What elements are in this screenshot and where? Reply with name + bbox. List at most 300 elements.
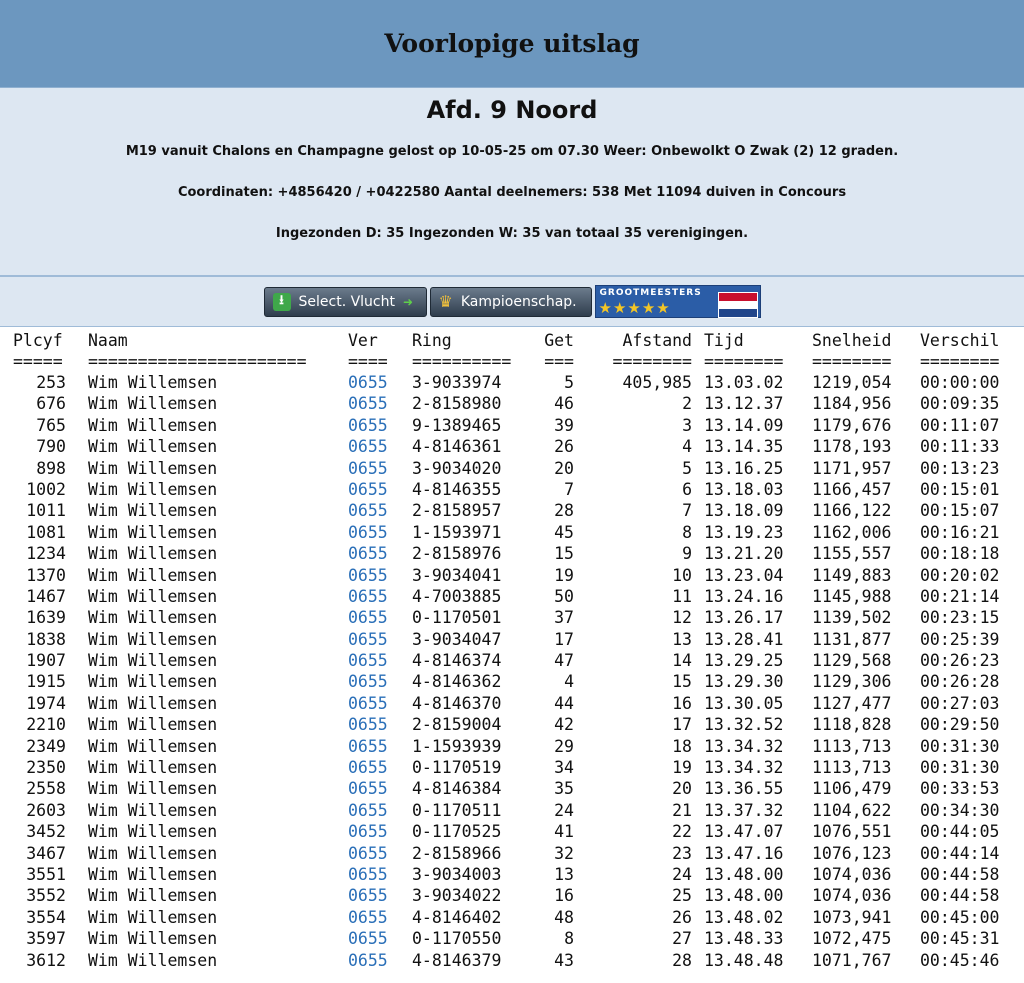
cell-plcyf: 3467 bbox=[26, 843, 66, 863]
separator: ======== bbox=[812, 352, 892, 371]
cell-ver-link[interactable]: 0655 bbox=[348, 479, 388, 499]
cell-plcyf: 765 bbox=[36, 415, 66, 435]
cell-plcyf: 3554 bbox=[26, 907, 66, 927]
table-row bbox=[0, 629, 1024, 650]
cell-plcyf: 3597 bbox=[26, 929, 66, 949]
table-header bbox=[0, 330, 1024, 351]
cell-naam: Wim Willemsen bbox=[88, 736, 218, 756]
cell-get: 43 bbox=[554, 950, 574, 970]
cell-afstand: 10 bbox=[672, 565, 692, 585]
cell-verschil: 00:11:33 bbox=[920, 437, 1000, 457]
cell-afstand: 7 bbox=[682, 501, 692, 521]
col-plcyf: Plcyf bbox=[13, 331, 63, 350]
cell-plcyf: 1974 bbox=[26, 693, 66, 713]
cell-tijd: 13.14.09 bbox=[704, 415, 784, 435]
cell-ver-link[interactable]: 0655 bbox=[348, 629, 388, 649]
cell-get: 19 bbox=[554, 565, 574, 585]
cell-ver-link[interactable]: 0655 bbox=[348, 907, 388, 927]
cell-afstand: 12 bbox=[672, 608, 692, 628]
col-ver: Ver bbox=[348, 331, 378, 350]
cell-ver-link[interactable]: 0655 bbox=[348, 522, 388, 542]
cell-plcyf: 2349 bbox=[26, 736, 66, 756]
cell-afstand: 16 bbox=[672, 693, 692, 713]
grootmeesters-banner[interactable] bbox=[595, 285, 761, 318]
cell-plcyf: 1234 bbox=[26, 544, 66, 564]
cell-ver-link[interactable]: 0655 bbox=[348, 822, 388, 842]
cell-ring: 2-8158957 bbox=[412, 501, 502, 521]
arrow-right-icon: ➜ bbox=[403, 294, 414, 309]
cell-naam: Wim Willemsen bbox=[88, 822, 218, 842]
cell-snelheid: 1074,036 bbox=[812, 864, 892, 884]
table-row bbox=[0, 458, 1024, 479]
cell-verschil: 00:18:18 bbox=[920, 544, 1000, 564]
cell-get: 48 bbox=[554, 907, 574, 927]
cell-naam: Wim Willemsen bbox=[88, 479, 218, 499]
cell-naam: Wim Willemsen bbox=[88, 565, 218, 585]
cell-tijd: 13.14.35 bbox=[704, 437, 784, 457]
cell-ring: 2-8159004 bbox=[412, 715, 502, 735]
cell-plcyf: 1915 bbox=[26, 672, 66, 692]
cell-afstand: 26 bbox=[672, 907, 692, 927]
cell-get: 32 bbox=[554, 843, 574, 863]
cell-get: 37 bbox=[554, 608, 574, 628]
table-row bbox=[0, 736, 1024, 757]
cell-verschil: 00:20:02 bbox=[920, 565, 1000, 585]
cell-verschil: 00:44:14 bbox=[920, 843, 1000, 863]
cell-afstand: 14 bbox=[672, 651, 692, 671]
cell-ring: 4-8146370 bbox=[412, 693, 502, 713]
cell-tijd: 13.16.25 bbox=[704, 458, 784, 478]
cell-ring: 9-1389465 bbox=[412, 415, 502, 435]
cell-verschil: 00:31:30 bbox=[920, 736, 1000, 756]
table-row bbox=[0, 543, 1024, 564]
cell-ver-link[interactable]: 0655 bbox=[348, 864, 388, 884]
cell-ring: 0-1170511 bbox=[412, 800, 502, 820]
table-row bbox=[0, 650, 1024, 671]
cell-ver-link[interactable]: 0655 bbox=[348, 929, 388, 949]
cell-plcyf: 790 bbox=[36, 437, 66, 457]
cell-ring: 0-1170519 bbox=[412, 758, 502, 778]
cell-naam: Wim Willemsen bbox=[88, 544, 218, 564]
cell-tijd: 13.12.37 bbox=[704, 394, 784, 414]
cell-snelheid: 1076,551 bbox=[812, 822, 892, 842]
cell-plcyf: 3612 bbox=[26, 950, 66, 970]
cell-ring: 0-1170525 bbox=[412, 822, 502, 842]
cell-plcyf: 2210 bbox=[26, 715, 66, 735]
separator: ======== bbox=[704, 352, 784, 371]
cell-verschil: 00:31:30 bbox=[920, 758, 1000, 778]
cell-verschil: 00:44:05 bbox=[920, 822, 1000, 842]
cell-ring: 2-8158976 bbox=[412, 544, 502, 564]
cell-get: 39 bbox=[554, 415, 574, 435]
separator: ===== bbox=[13, 352, 63, 371]
table-row bbox=[0, 565, 1024, 586]
cell-afstand: 23 bbox=[672, 843, 692, 863]
table-row bbox=[0, 714, 1024, 735]
cell-tijd: 13.19.23 bbox=[704, 522, 784, 542]
cell-naam: Wim Willemsen bbox=[88, 394, 218, 414]
table-row bbox=[0, 607, 1024, 628]
cell-ring: 2-8158980 bbox=[412, 394, 502, 414]
cell-get: 7 bbox=[564, 479, 574, 499]
cell-naam: Wim Willemsen bbox=[88, 758, 218, 778]
cell-get: 20 bbox=[554, 458, 574, 478]
cell-get: 24 bbox=[554, 800, 574, 820]
cell-ring: 2-8158966 bbox=[412, 843, 502, 863]
cell-ring: 4-8146402 bbox=[412, 907, 502, 927]
col-verschil: Verschil bbox=[920, 331, 1000, 350]
cell-naam: Wim Willemsen bbox=[88, 501, 218, 521]
cell-afstand: 21 bbox=[672, 800, 692, 820]
cell-naam: Wim Willemsen bbox=[88, 608, 218, 628]
cell-ver-link[interactable]: 0655 bbox=[348, 758, 388, 778]
cell-plcyf: 1370 bbox=[26, 565, 66, 585]
cell-afstand: 25 bbox=[672, 886, 692, 906]
title-bar bbox=[0, 0, 1024, 88]
cell-tijd: 13.29.30 bbox=[704, 672, 784, 692]
cell-snelheid: 1104,622 bbox=[812, 800, 892, 820]
select-flight-label: Select. Vlucht bbox=[298, 293, 395, 310]
cell-verschil: 00:15:01 bbox=[920, 479, 1000, 499]
cell-afstand: 17 bbox=[672, 715, 692, 735]
cell-ring: 4-8146362 bbox=[412, 672, 502, 692]
cell-get: 8 bbox=[564, 929, 574, 949]
cell-ver-link[interactable]: 0655 bbox=[348, 373, 388, 392]
cell-tijd: 13.48.33 bbox=[704, 929, 784, 949]
cell-tijd: 13.48.00 bbox=[704, 886, 784, 906]
cell-ring: 3-9034003 bbox=[412, 864, 502, 884]
cell-verschil: 00:26:23 bbox=[920, 651, 1000, 671]
separator: ====================== bbox=[88, 352, 307, 371]
cell-verschil: 00:45:00 bbox=[920, 907, 1000, 927]
cell-get: 35 bbox=[554, 779, 574, 799]
cell-get: 47 bbox=[554, 651, 574, 671]
cell-snelheid: 1113,713 bbox=[812, 758, 892, 778]
cell-ver-link[interactable]: 0655 bbox=[348, 544, 388, 564]
cell-tijd: 13.23.04 bbox=[704, 565, 784, 585]
cell-get: 26 bbox=[554, 437, 574, 457]
cell-snelheid: 1071,767 bbox=[812, 950, 892, 970]
cell-afstand: 18 bbox=[672, 736, 692, 756]
crown-icon: ♛ bbox=[438, 292, 453, 311]
table-row bbox=[0, 415, 1024, 436]
submissions-info: Ingezonden D: 35 Ingezonden W: 35 van totaal 35 verenigingen. bbox=[275, 226, 749, 241]
cell-plcyf: 1011 bbox=[26, 501, 66, 521]
cell-snelheid: 1131,877 bbox=[812, 629, 892, 649]
cell-ring: 3-9033974 bbox=[412, 373, 502, 392]
cell-snelheid: 1074,036 bbox=[812, 886, 892, 906]
table-row bbox=[0, 500, 1024, 521]
table-row bbox=[0, 885, 1024, 906]
cell-snelheid: 1127,477 bbox=[812, 693, 892, 713]
cell-get: 34 bbox=[554, 758, 574, 778]
cell-afstand: 11 bbox=[672, 586, 692, 606]
cell-ver-link[interactable]: 0655 bbox=[348, 651, 388, 671]
cell-ring: 3-9034047 bbox=[412, 629, 502, 649]
cell-afstand: 6 bbox=[682, 479, 692, 499]
cell-naam: Wim Willemsen bbox=[88, 950, 218, 970]
cell-ver-link[interactable]: 0655 bbox=[348, 608, 388, 628]
table-row bbox=[0, 800, 1024, 821]
cell-plcyf: 1002 bbox=[26, 479, 66, 499]
cell-tijd: 13.28.41 bbox=[704, 629, 784, 649]
separator: === bbox=[544, 352, 574, 371]
cell-get: 5 bbox=[564, 373, 574, 392]
col-ring: Ring bbox=[412, 331, 452, 350]
cell-verschil: 00:21:14 bbox=[920, 586, 1000, 606]
cell-snelheid: 1129,306 bbox=[812, 672, 892, 692]
cell-naam: Wim Willemsen bbox=[88, 651, 218, 671]
cell-snelheid: 1162,006 bbox=[812, 522, 892, 542]
cell-verschil: 00:11:07 bbox=[920, 415, 1000, 435]
cell-verschil: 00:44:58 bbox=[920, 864, 1000, 884]
cell-ver-link[interactable]: 0655 bbox=[348, 437, 388, 457]
cell-snelheid: 1139,502 bbox=[812, 608, 892, 628]
table-row bbox=[0, 372, 1024, 393]
cell-tijd: 13.24.16 bbox=[704, 586, 784, 606]
cell-naam: Wim Willemsen bbox=[88, 415, 218, 435]
table-row bbox=[0, 821, 1024, 842]
cell-plcyf: 3551 bbox=[26, 864, 66, 884]
table-row bbox=[0, 393, 1024, 414]
select-flight-button[interactable] bbox=[264, 287, 427, 317]
cell-plcyf: 253 bbox=[36, 373, 66, 392]
table-row bbox=[0, 586, 1024, 607]
table-row bbox=[0, 928, 1024, 949]
separator: ========== bbox=[412, 352, 512, 371]
cell-naam: Wim Willemsen bbox=[88, 693, 218, 713]
cell-get: 50 bbox=[554, 586, 574, 606]
cell-verschil: 00:23:15 bbox=[920, 608, 1000, 628]
championship-label: Kampioenschap. bbox=[460, 293, 577, 310]
cell-ring: 1-1593939 bbox=[412, 736, 502, 756]
cell-get: 45 bbox=[554, 522, 574, 542]
cell-naam: Wim Willemsen bbox=[88, 586, 218, 606]
cell-naam: Wim Willemsen bbox=[88, 373, 218, 392]
cell-ver-link[interactable]: 0655 bbox=[348, 394, 388, 414]
cell-ring: 3-9034041 bbox=[412, 565, 502, 585]
cell-afstand: 15 bbox=[672, 672, 692, 692]
table-row bbox=[0, 522, 1024, 543]
cell-afstand: 22 bbox=[672, 822, 692, 842]
download-icon: ⭳ bbox=[273, 293, 291, 311]
cell-tijd: 13.26.17 bbox=[704, 608, 784, 628]
cell-ring: 3-9034020 bbox=[412, 458, 502, 478]
cell-naam: Wim Willemsen bbox=[88, 843, 218, 863]
cell-verschil: 00:16:21 bbox=[920, 522, 1000, 542]
table-row bbox=[0, 693, 1024, 714]
cell-ring: 4-7003885 bbox=[412, 586, 502, 606]
cell-naam: Wim Willemsen bbox=[88, 522, 218, 542]
cell-get: 29 bbox=[554, 736, 574, 756]
cell-afstand: 19 bbox=[672, 758, 692, 778]
cell-get: 41 bbox=[554, 822, 574, 842]
cell-snelheid: 1219,054 bbox=[812, 373, 892, 392]
cell-naam: Wim Willemsen bbox=[88, 672, 218, 692]
table-row bbox=[0, 479, 1024, 500]
cell-plcyf: 1907 bbox=[26, 651, 66, 671]
cell-tijd: 13.21.20 bbox=[704, 544, 784, 564]
cell-plcyf: 2603 bbox=[26, 800, 66, 820]
cell-afstand: 5 bbox=[682, 458, 692, 478]
cell-afstand: 28 bbox=[672, 950, 692, 970]
cell-get: 15 bbox=[554, 544, 574, 564]
cell-snelheid: 1076,123 bbox=[812, 843, 892, 863]
cell-get: 44 bbox=[554, 693, 574, 713]
col-tijd: Tijd bbox=[704, 331, 744, 350]
table-row bbox=[0, 950, 1024, 971]
cell-tijd: 13.36.55 bbox=[704, 779, 784, 799]
cell-snelheid: 1184,956 bbox=[812, 394, 892, 414]
cell-ver-link[interactable]: 0655 bbox=[348, 715, 388, 735]
cell-ring: 0-1170550 bbox=[412, 929, 502, 949]
cell-ver-link[interactable]: 0655 bbox=[348, 779, 388, 799]
cell-ver-link[interactable]: 0655 bbox=[348, 800, 388, 820]
cell-snelheid: 1072,475 bbox=[812, 929, 892, 949]
cell-get: 16 bbox=[554, 886, 574, 906]
cell-verschil: 00:26:28 bbox=[920, 672, 1000, 692]
cell-ver-link[interactable]: 0655 bbox=[348, 886, 388, 906]
cell-snelheid: 1129,568 bbox=[812, 651, 892, 671]
cell-ver-link[interactable]: 0655 bbox=[348, 586, 388, 606]
cell-snelheid: 1145,988 bbox=[812, 586, 892, 606]
cell-verschil: 00:13:23 bbox=[920, 458, 1000, 478]
separator: ======== bbox=[612, 352, 692, 371]
table-row bbox=[0, 843, 1024, 864]
cell-tijd: 13.34.32 bbox=[704, 736, 784, 756]
cell-naam: Wim Willemsen bbox=[88, 800, 218, 820]
cell-tijd: 13.47.07 bbox=[704, 822, 784, 842]
cell-snelheid: 1171,957 bbox=[812, 458, 892, 478]
cell-ver-link[interactable]: 0655 bbox=[348, 672, 388, 692]
cell-verschil: 00:00:00 bbox=[920, 373, 1000, 392]
cell-plcyf: 1467 bbox=[26, 586, 66, 606]
cell-plcyf: 2558 bbox=[26, 779, 66, 799]
dutch-flag-icon bbox=[718, 292, 758, 318]
division-heading: Afd. 9 Noord bbox=[426, 96, 598, 124]
cell-plcyf: 1838 bbox=[26, 629, 66, 649]
cell-verschil: 00:33:53 bbox=[920, 779, 1000, 799]
cell-ver-link[interactable]: 0655 bbox=[348, 950, 388, 970]
cell-get: 4 bbox=[564, 672, 574, 692]
cell-verschil: 00:45:31 bbox=[920, 929, 1000, 949]
separator: ==== bbox=[348, 352, 388, 371]
release-info: M19 vanuit Chalons en Champagne gelost op 10-05-25 om 07.30 Weer: Onbewolkt O Zwak (2) 12 graden. bbox=[125, 144, 899, 159]
cell-tijd: 13.47.16 bbox=[704, 843, 784, 863]
cell-tijd: 13.37.32 bbox=[704, 800, 784, 820]
cell-snelheid: 1106,479 bbox=[812, 779, 892, 799]
cell-afstand: 13 bbox=[672, 629, 692, 649]
cell-naam: Wim Willemsen bbox=[88, 779, 218, 799]
cell-snelheid: 1166,457 bbox=[812, 479, 892, 499]
grootmeesters-label: GROOTMEESTERS bbox=[599, 288, 702, 298]
cell-verschil: 00:25:39 bbox=[920, 629, 1000, 649]
col-naam: Naam bbox=[88, 331, 128, 350]
cell-verschil: 00:45:46 bbox=[920, 950, 1000, 970]
cell-ver-link[interactable]: 0655 bbox=[348, 565, 388, 585]
cell-snelheid: 1178,193 bbox=[812, 437, 892, 457]
cell-plcyf: 3452 bbox=[26, 822, 66, 842]
results-table bbox=[0, 327, 1024, 971]
cell-ring: 4-8146355 bbox=[412, 479, 502, 499]
cell-ring: 1-1593971 bbox=[412, 522, 502, 542]
cell-verschil: 00:27:03 bbox=[920, 693, 1000, 713]
page-title: Voorlopige uitslag bbox=[384, 29, 640, 58]
table-row bbox=[0, 907, 1024, 928]
col-afstand: Afstand bbox=[622, 331, 692, 350]
cell-naam: Wim Willemsen bbox=[88, 458, 218, 478]
cell-naam: Wim Willemsen bbox=[88, 929, 218, 949]
cell-tijd: 13.48.48 bbox=[704, 950, 784, 970]
stars-icon: ★★★★★ bbox=[598, 299, 671, 317]
cell-ver-link[interactable]: 0655 bbox=[348, 693, 388, 713]
race-info-panel bbox=[0, 88, 1024, 277]
table-row bbox=[0, 671, 1024, 692]
cell-ver-link[interactable]: 0655 bbox=[348, 501, 388, 521]
cell-naam: Wim Willemsen bbox=[88, 629, 218, 649]
cell-tijd: 13.18.09 bbox=[704, 501, 784, 521]
cell-tijd: 13.32.52 bbox=[704, 715, 784, 735]
cell-ver-link[interactable]: 0655 bbox=[348, 736, 388, 756]
cell-snelheid: 1118,828 bbox=[812, 715, 892, 735]
table-row bbox=[0, 436, 1024, 457]
cell-tijd: 13.03.02 bbox=[704, 373, 784, 392]
col-get: Get bbox=[544, 331, 574, 350]
cell-get: 28 bbox=[554, 501, 574, 521]
cell-ring: 4-8146379 bbox=[412, 950, 502, 970]
cell-plcyf: 2350 bbox=[26, 758, 66, 778]
separator: ======== bbox=[920, 352, 1000, 371]
cell-afstand: 405,985 bbox=[622, 373, 692, 392]
cell-ring: 3-9034022 bbox=[412, 886, 502, 906]
cell-plcyf: 898 bbox=[36, 458, 66, 478]
cell-tijd: 13.34.32 bbox=[704, 758, 784, 778]
cell-snelheid: 1179,676 bbox=[812, 415, 892, 435]
cell-plcyf: 1639 bbox=[26, 608, 66, 628]
cell-plcyf: 676 bbox=[36, 394, 66, 414]
cell-verschil: 00:09:35 bbox=[920, 394, 1000, 414]
cell-afstand: 8 bbox=[682, 522, 692, 542]
cell-snelheid: 1113,713 bbox=[812, 736, 892, 756]
cell-naam: Wim Willemsen bbox=[88, 864, 218, 884]
table-row bbox=[0, 757, 1024, 778]
cell-ring: 0-1170501 bbox=[412, 608, 502, 628]
cell-naam: Wim Willemsen bbox=[88, 886, 218, 906]
cell-snelheid: 1149,883 bbox=[812, 565, 892, 585]
cell-get: 42 bbox=[554, 715, 574, 735]
cell-snelheid: 1073,941 bbox=[812, 907, 892, 927]
cell-ver-link[interactable]: 0655 bbox=[348, 458, 388, 478]
cell-naam: Wim Willemsen bbox=[88, 715, 218, 735]
cell-afstand: 9 bbox=[682, 544, 692, 564]
cell-get: 17 bbox=[554, 629, 574, 649]
championship-button[interactable] bbox=[430, 287, 592, 317]
cell-afstand: 27 bbox=[672, 929, 692, 949]
cell-get: 46 bbox=[554, 394, 574, 414]
cell-ver-link[interactable]: 0655 bbox=[348, 415, 388, 435]
cell-verschil: 00:34:30 bbox=[920, 800, 1000, 820]
table-row bbox=[0, 864, 1024, 885]
cell-plcyf: 1081 bbox=[26, 522, 66, 542]
cell-ring: 4-8146374 bbox=[412, 651, 502, 671]
table-row bbox=[0, 778, 1024, 799]
coordinates-info: Coordinaten: +4856420 / +0422580 Aantal deelnemers: 538 Met 11094 duiven in Concours bbox=[177, 185, 847, 200]
cell-ver-link[interactable]: 0655 bbox=[348, 843, 388, 863]
cell-afstand: 3 bbox=[682, 415, 692, 435]
col-snelheid: Snelheid bbox=[812, 331, 892, 350]
cell-afstand: 20 bbox=[672, 779, 692, 799]
table-separator bbox=[0, 351, 1024, 372]
